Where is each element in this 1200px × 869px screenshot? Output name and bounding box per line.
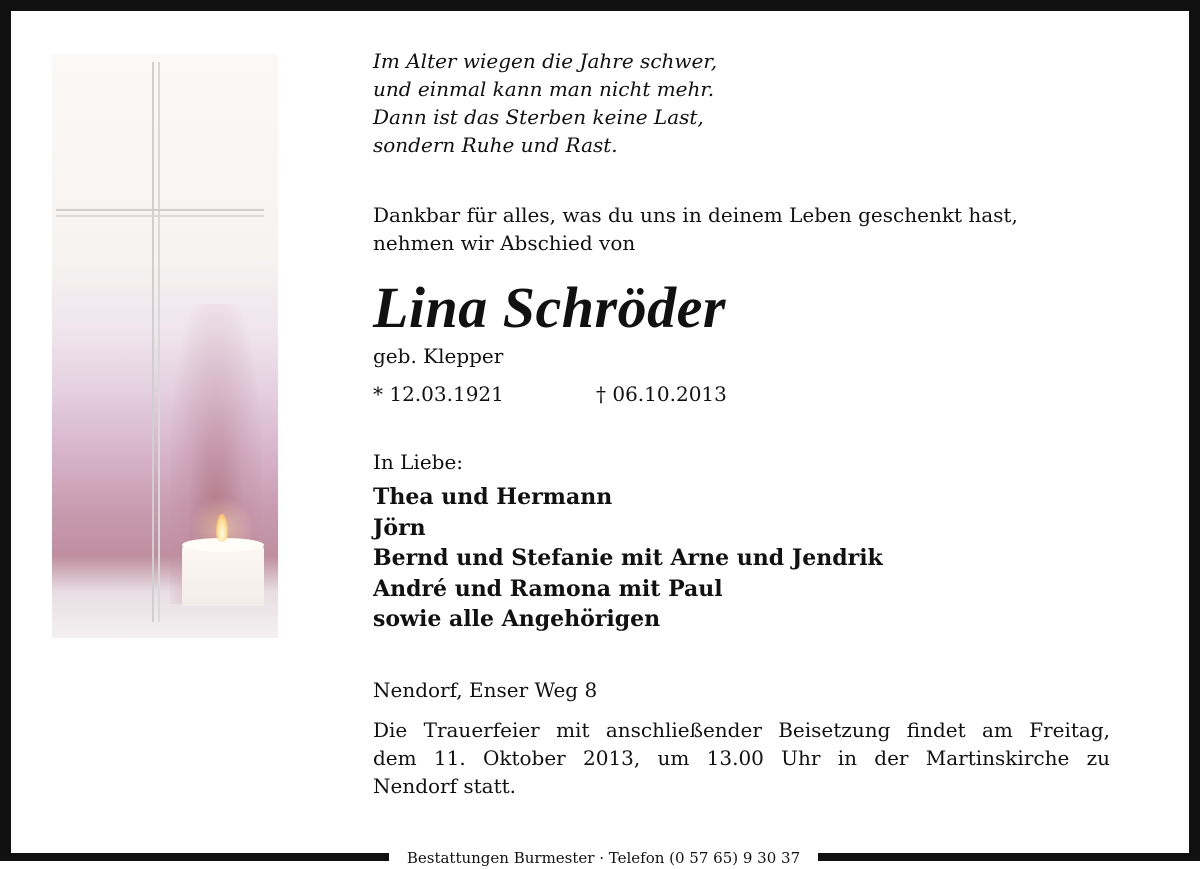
mourner-entry: André und Ramona mit Paul — [373, 575, 723, 602]
frame-bottom-border-left — [0, 853, 389, 861]
cross-crossbar — [56, 209, 264, 217]
frame-left-border — [0, 0, 11, 861]
flame-icon — [216, 514, 228, 542]
maiden-name: geb. Klepper — [373, 344, 504, 368]
mourners-list — [373, 482, 1113, 635]
frame-right-border — [1189, 0, 1200, 861]
notice-line: Die Trauerfeier mit anschließender Beisetzung findet am Freitag, — [373, 718, 1110, 742]
notice-line: Nendorf statt. — [373, 774, 517, 798]
candle-icon — [182, 544, 264, 606]
mourner-entry: Jörn — [373, 514, 426, 541]
frame-top-border — [0, 0, 1200, 11]
family-address: Nendorf, Enser Weg 8 — [373, 678, 598, 702]
notice-line: dem 11. Oktober 2013, um 13.00 Uhr in der Martinskirche zu — [373, 746, 1110, 770]
cross-icon — [152, 62, 160, 622]
deceased-name: Lina Schröder — [373, 275, 726, 340]
mourner-entry: Thea und Hermann — [373, 484, 613, 510]
poem-line: und einmal kann man nicht mehr. — [373, 77, 715, 101]
mourners-label: In Liebe: — [373, 450, 464, 474]
poem-line: sondern Ruhe und Rast. — [373, 133, 618, 157]
farewell-intro — [373, 201, 1113, 257]
birth-date: * 12.03.1921 — [373, 382, 504, 406]
death-date: † 06.10.2013 — [596, 382, 727, 406]
mourner-entry: sowie alle Angehörigen — [373, 606, 661, 632]
frame-bottom-border-right — [818, 853, 1200, 861]
funeral-notice — [373, 716, 1110, 800]
mourner-entry: Bernd und Stefanie mit Arne und Jendrik — [373, 545, 883, 571]
memorial-image — [52, 54, 278, 638]
funeral-home-footer: Bestattungen Burmester · Telefon (0 57 65) 9 30 37 — [406, 849, 801, 867]
poem-line: Dann ist das Sterben keine Last, — [373, 105, 704, 129]
poem — [373, 47, 1113, 159]
poem-line: Im Alter wiegen die Jahre schwer, — [373, 49, 718, 73]
intro-line: nehmen wir Abschied von — [373, 231, 636, 255]
intro-line: Dankbar für alles, was du uns in deinem Leben geschenkt hast, — [373, 203, 1018, 227]
